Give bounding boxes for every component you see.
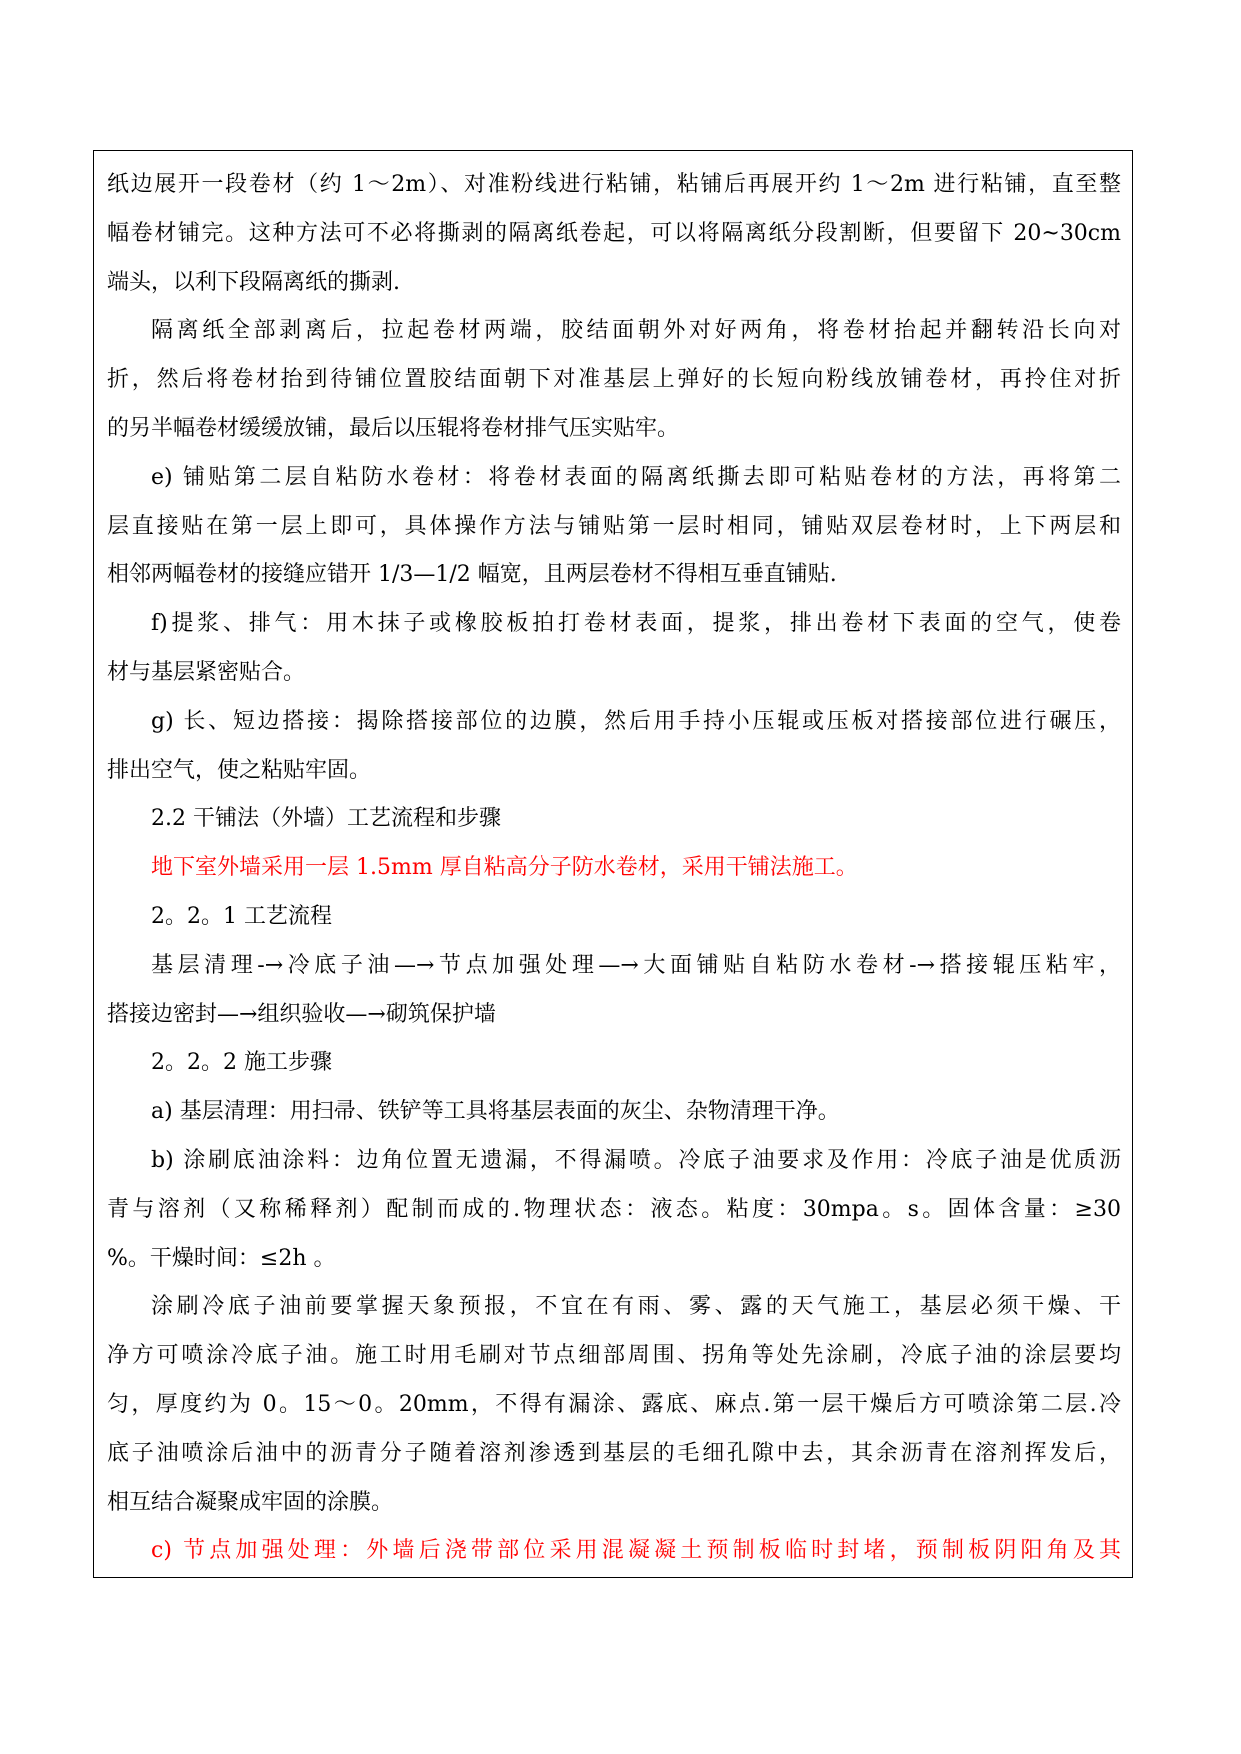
text-line: 端头，以利下段隔离纸的撕剥. <box>107 269 400 295</box>
text-line: 2。2。2 施工步骤 <box>151 1050 332 1076</box>
text-line: 纸边展开一段卷材（约 1～2m）、对准粉线进行粘铺，粘铺后再展开约 1～2m 进行粘铺，直至整 <box>107 172 1121 197</box>
text-line: 的另半幅卷材缓缓放铺，最后以压辊将卷材排气压实贴牢。 <box>107 415 680 441</box>
text-line: c) 节点加强处理：外墙后浇带部位采用混凝凝土预制板临时封堵，预制板阴阳角及其 <box>151 1538 1121 1564</box>
text-line: 基层清理-→冷底子油—→节点加强处理—→大面铺贴自粘防水卷材-→搭接辊压粘牢， <box>151 952 1121 978</box>
text-line: 匀，厚度约为 0。15～0。20mm，不得有漏涂、露底、麻点.第一层干燥后方可喷涂第二层.冷 <box>107 1391 1121 1417</box>
text-line: 底子油喷涂后油中的沥青分子随着溶剂渗透到基层的毛细孔隙中去，其余沥青在溶剂挥发后， <box>107 1440 1121 1466</box>
text-line: 涂刷冷底子油前要掌握天象预报，不宜在有雨、雾、露的天气施工，基层必须干燥、干 <box>151 1294 1121 1320</box>
text-line: 折，然后将卷材抬到待铺位置胶结面朝下对准基层上弹好的长短向粉线放铺卷材，再拎住对折 <box>107 367 1121 393</box>
text-line: 幅卷材铺完。这种方法可不必将撕剥的隔离纸卷起，可以将隔离纸分段割断，但要留下 20~30cm <box>107 220 1121 246</box>
text-line: e) 铺贴第二层自粘防水卷材：将卷材表面的隔离纸撕去即可粘贴卷材的方法，再将第二 <box>151 464 1121 490</box>
text-line: 青与溶剂（又称稀释剂）配制而成的.物理状态：液态。粘度：30mpa。s。固体含量：≥30 <box>107 1196 1121 1222</box>
text-line: 层直接贴在第一层上即可，具体操作方法与铺贴第一层时相同，铺贴双层卷材时，上下两层和 <box>107 513 1121 539</box>
text-line: 相邻两幅卷材的接缝应错开 1/3—1/2 幅宽，且两层卷材不得相互垂直铺贴. <box>107 562 837 588</box>
document-frame <box>93 150 1133 1578</box>
text-line: a) 基层清理：用扫帚、铁铲等工具将基层表面的灰尘、杂物清理干净。 <box>151 1099 840 1125</box>
document-body <box>94 161 1134 1576</box>
text-line: 材与基层紧密贴合。 <box>107 659 306 685</box>
text-line: 2。2。1 工艺流程 <box>151 903 332 929</box>
text-line: 地下室外墙采用一层 1.5mm 厚自粘高分子防水卷材，采用干铺法施工。 <box>151 855 858 881</box>
text-line: 排出空气，使之粘贴牢固。 <box>107 757 372 783</box>
text-line: 搭接边密封—→组织验收—→砌筑保护墙 <box>107 1001 496 1027</box>
text-line: b) 涂刷底油涂料：边角位置无遗漏，不得漏喷。冷底子油要求及作用：冷底子油是优质沥 <box>151 1147 1121 1173</box>
text-line: %。干燥时间：≤2h 。 <box>107 1245 336 1271</box>
text-line: 相互结合凝聚成牢固的涂膜。 <box>107 1489 394 1515</box>
text-line: 净方可喷涂冷底子油。施工时用毛刷对节点细部周围、拐角等处先涂刷，冷底子油的涂层要均 <box>107 1343 1121 1369</box>
text-line: 隔离纸全部剥离后，拉起卷材两端，胶结面朝外对好两角，将卷材抬起并翻转沿长向对 <box>151 318 1121 344</box>
text-line: f)提浆、排气：用木抹子或橡胶板拍打卷材表面，提浆，排出卷材下表面的空气，使卷 <box>151 611 1121 637</box>
text-line: 2.2 干铺法（外墙）工艺流程和步骤 <box>151 806 501 832</box>
text-line: g) 长、短边搭接：揭除搭接部位的边膜，然后用手持小压辊或压板对搭接部位进行碾压， <box>151 708 1121 734</box>
